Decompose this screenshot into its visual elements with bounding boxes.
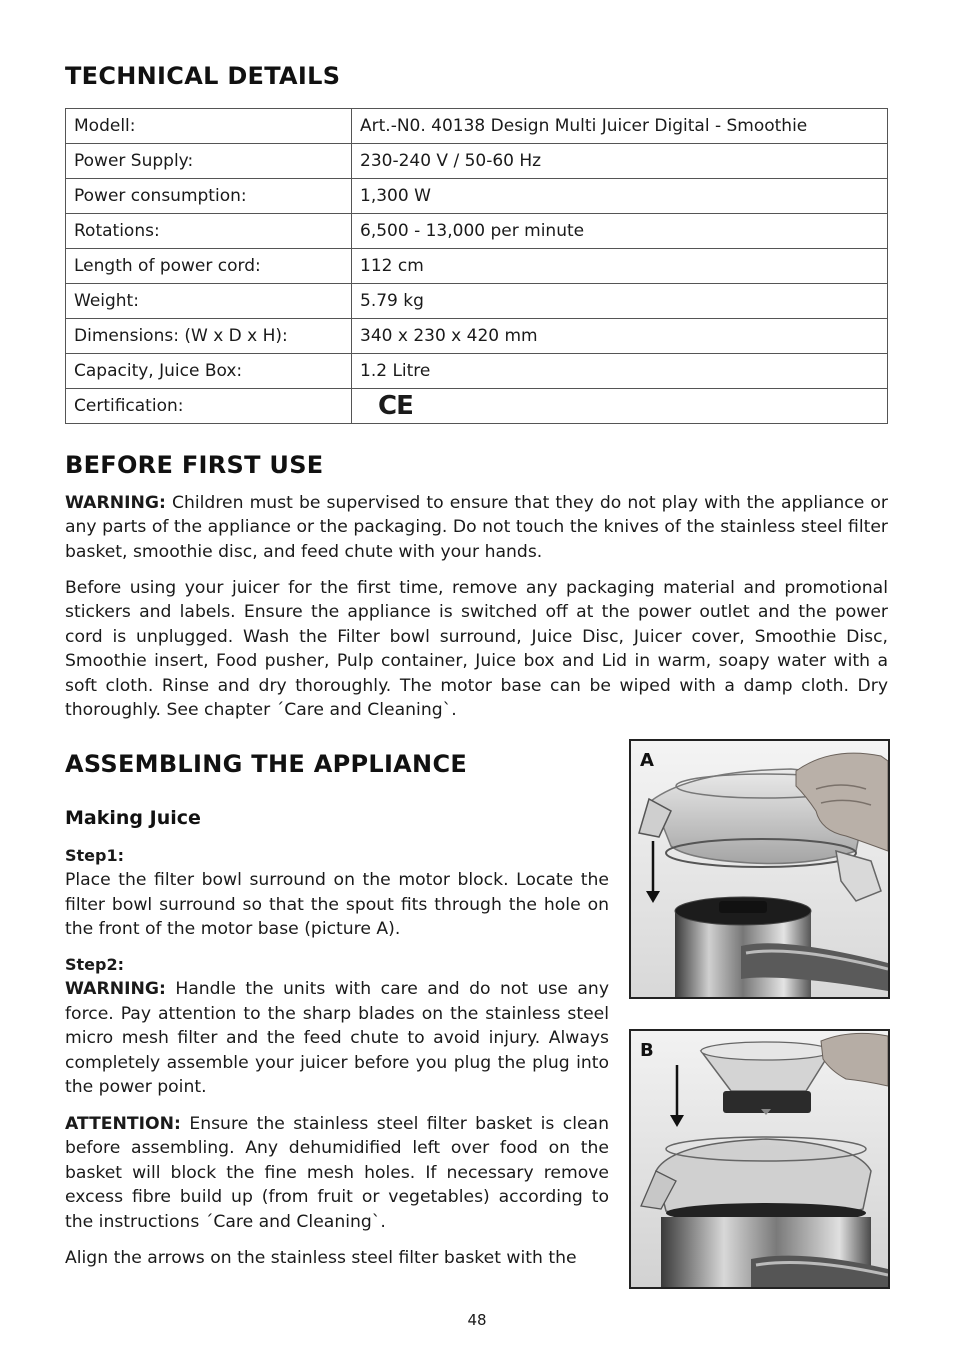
step2-block	[65, 953, 609, 1099]
picture-b	[629, 1029, 890, 1289]
before-first-use-heading: BEFORE FIRST USE	[65, 451, 324, 479]
technical-details-heading: TECHNICAL DETAILS	[65, 62, 341, 90]
align-paragraph: Align the arrows on the stainless steel filter basket with the	[65, 1248, 577, 1268]
technical-details-row	[66, 214, 888, 249]
step1-text: Place the filter bowl surround on the motor block. Locate the filter bowl surround so that the spout fits through the hole on the front of the motor base (picture A).	[65, 870, 609, 940]
ce-mark	[352, 389, 888, 424]
technical-detail-value: 1.2 Litre	[352, 354, 888, 389]
technical-detail-value: 230-240 V / 50-60 Hz	[352, 144, 888, 179]
technical-details-row	[66, 249, 888, 284]
technical-detail-label: Rotations:	[66, 214, 352, 249]
technical-detail-label: Capacity, Juice Box:	[66, 354, 352, 389]
technical-details-row	[66, 144, 888, 179]
technical-detail-value: 1,300 W	[352, 179, 888, 214]
picture-a	[629, 739, 890, 999]
attention-label: ATTENTION:	[65, 1114, 181, 1134]
making-juice-subheading: Making Juice	[65, 807, 201, 829]
technical-detail-label: Dimensions: (W x D x H):	[66, 319, 352, 354]
technical-detail-value: Art.-N0. 40138 Design Multi Juicer Digital - Smoothie	[352, 109, 888, 144]
technical-detail-label: Power Supply:	[66, 144, 352, 179]
technical-detail-label: Modell:	[66, 109, 352, 144]
before-first-use-paragraph: Before using your juicer for the first time, remove any packaging material and promotional stickers and labels. Ensure the appliance is switched off at the power outlet and the power cord is unplugged. Wash the Filter bowl surround, Juice Disc, Juicer cover, Smoothie Disc, Smoothie insert, Food pusher, Pulp container, Juice box and Lid in warm, soapy water with a soft cloth. Rinse and dry thoroughly. The motor base can be wiped with a damp cloth. Dry thoroughly. See chapter ´Care and Cleaning`.	[65, 578, 888, 721]
ce-mark-icon: CE	[378, 391, 413, 421]
page-number: 48	[467, 1311, 487, 1329]
attention-text: Ensure the stainless steel filter basket is clean before assembling. Any dehumidified left over food on the basket will block the fine mesh holes. If necessary remove excess fibre build up (from fruit or vegetables) according to the instructions ´Care and Cleaning`.	[65, 1114, 609, 1232]
technical-details-row	[66, 389, 888, 424]
technical-details-row	[66, 284, 888, 319]
step2-label: Step2:	[65, 955, 125, 974]
step1-block	[65, 844, 609, 942]
step2-warning-text: Handle the units with care and do not use any force. Pay attention to the sharp blades on the stainless steel micro mesh filter and the feed chute to avoid injury. Always completely assemble your juicer before you plug the plug into the power point.	[65, 979, 609, 1098]
picture-a-label: A	[640, 750, 654, 771]
technical-details-row	[66, 319, 888, 354]
step2-warning-label: WARNING:	[65, 979, 166, 1000]
technical-details-table	[65, 108, 888, 424]
technical-details-row	[66, 109, 888, 144]
assembling-heading: ASSEMBLING THE APPLIANCE	[65, 750, 468, 778]
juicer-photo-a	[631, 741, 888, 997]
technical-details-row	[66, 354, 888, 389]
technical-details-row	[66, 179, 888, 214]
before-first-use-warning	[65, 491, 888, 564]
picture-b-label: B	[640, 1040, 654, 1061]
technical-detail-value: 6,500 - 13,000 per minute	[352, 214, 888, 249]
warning-label: WARNING:	[65, 493, 166, 513]
juicer-photo-b	[631, 1031, 888, 1287]
technical-detail-label: Length of power cord:	[66, 249, 352, 284]
step1-label: Step1:	[65, 846, 125, 865]
technical-detail-value: 112 cm	[352, 249, 888, 284]
attention-paragraph	[65, 1112, 609, 1234]
technical-detail-label: Power consumption:	[66, 179, 352, 214]
technical-detail-label: Certification:	[66, 389, 352, 424]
technical-detail-value: 5.79 kg	[352, 284, 888, 319]
technical-detail-label: Weight:	[66, 284, 352, 319]
warning-text: Children must be supervised to ensure that they do not play with the appliance or any parts of the appliance or the packaging. Do not touch the knives of the stainless steel filter basket, smoothie disc, and feed chute with your hands.	[65, 493, 888, 562]
technical-detail-value: 340 x 230 x 420 mm	[352, 319, 888, 354]
